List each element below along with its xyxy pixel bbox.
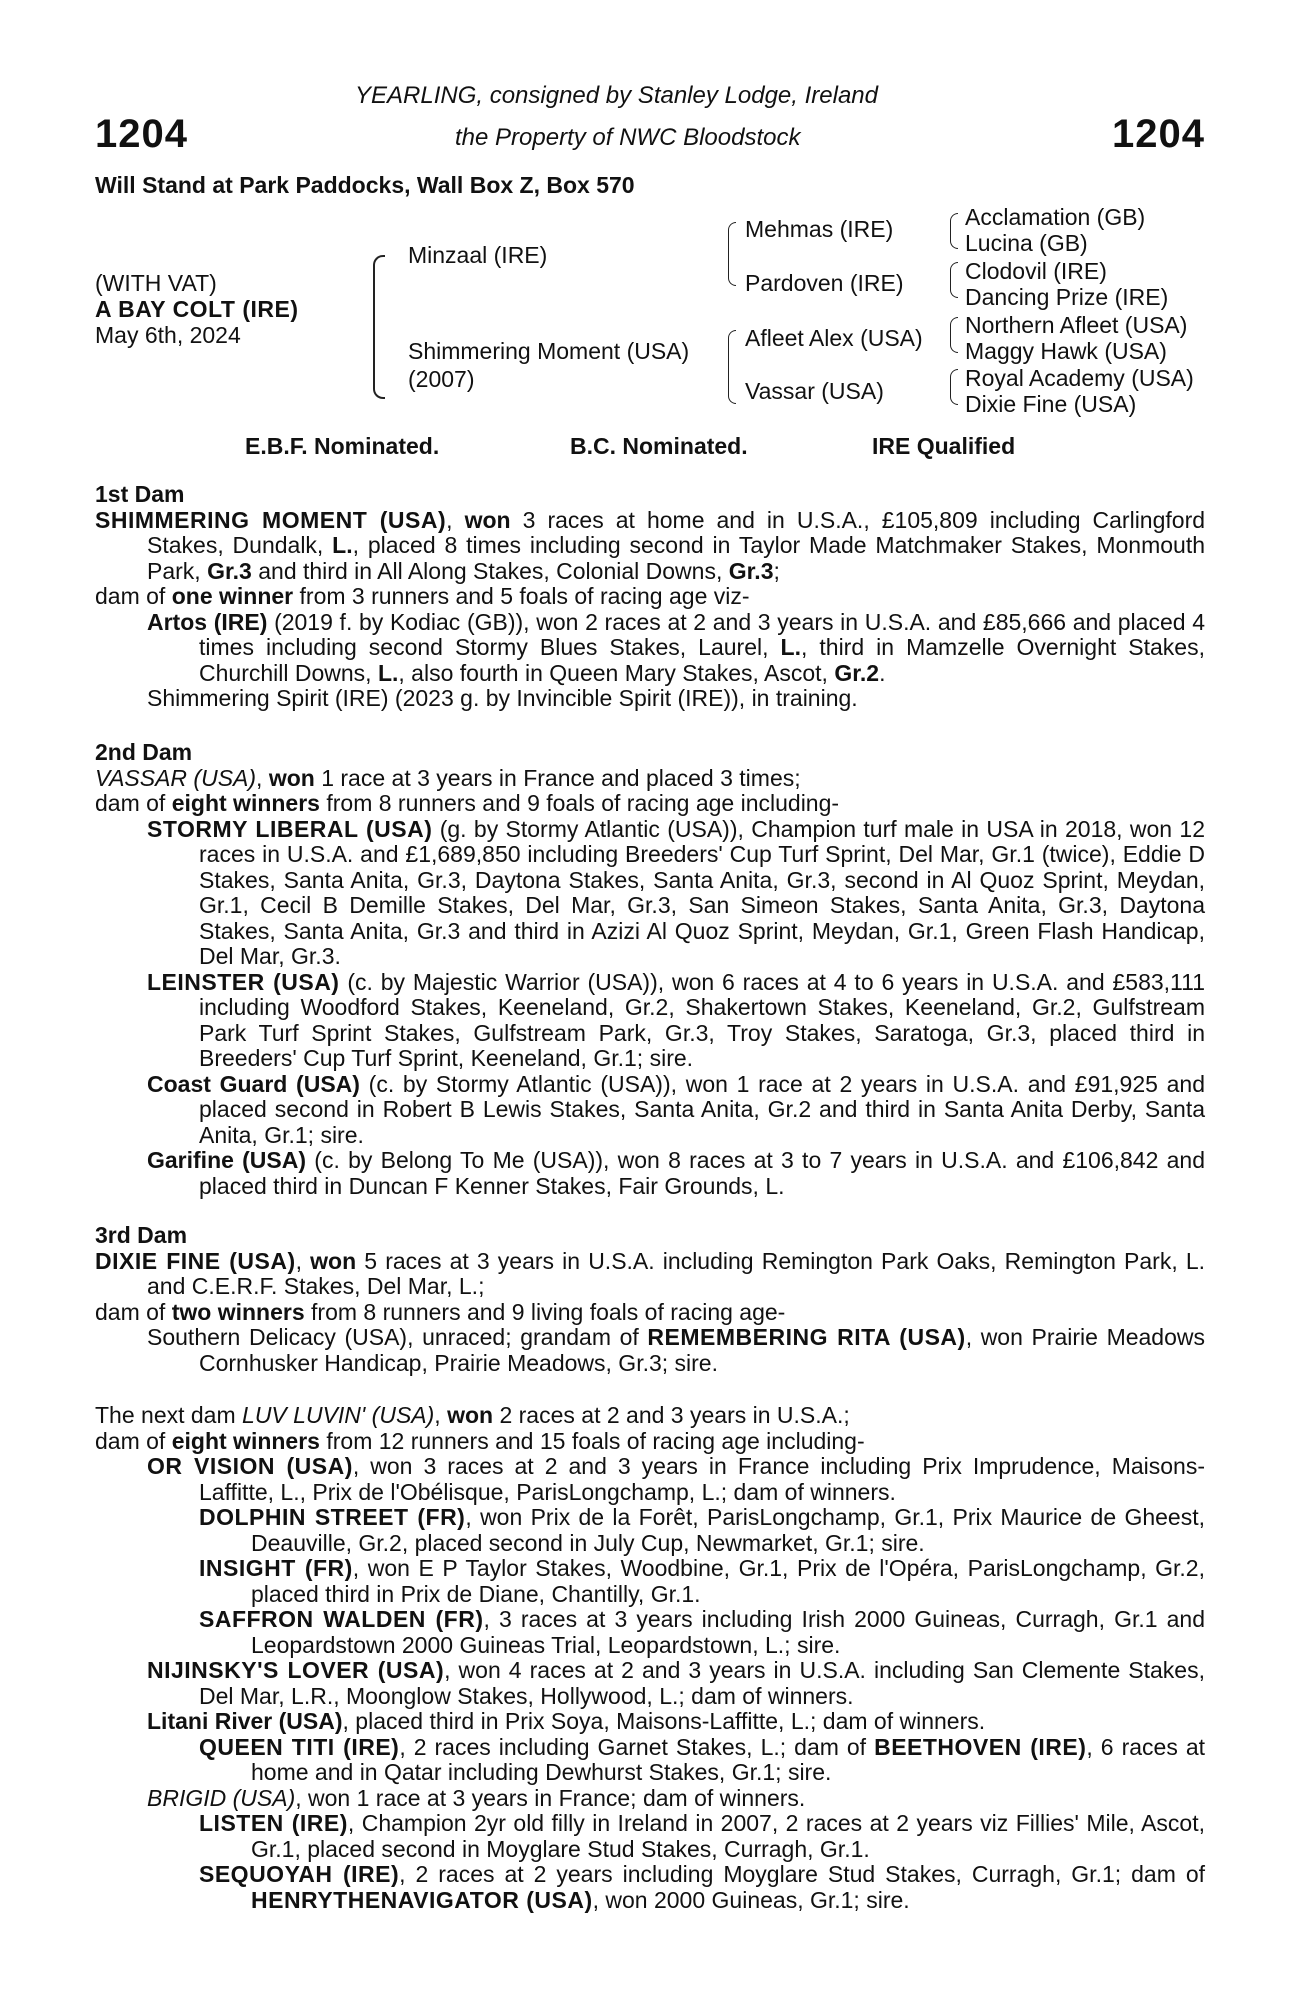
first-dam-l1: L. <box>332 532 353 558</box>
listen-name: LISTEN (IRE) <box>199 1810 348 1836</box>
first-dam-heading: 1st Dam <box>95 481 185 507</box>
ddd: Dixie Fine (USA) <box>965 391 1137 417</box>
won-label: won <box>447 1402 494 1428</box>
won-label: won <box>310 1247 357 1274</box>
sire-dam: Pardoven (IRE) <box>745 270 904 296</box>
lot-number-left: 1204 <box>95 112 188 156</box>
artos-name: Artos (IRE) <box>147 608 268 635</box>
coast-guard-text: (c. by Stormy Atlantic (USA)), won 1 race at 2 years in U.S.A. and £91,925 and placed second in Robert B Lewis Stakes, Santa Anita, Gr.2 and third in Santa Anita Derby, Santa Anita, Gr.1; sire. <box>199 1070 1206 1148</box>
listen-text: , Champion 2yr old filly in Ireland in 2007, 2 races at 2 years viz Fillies' Mile, Ascot, Gr.1, placed second in Moyglare Stud Stakes, Curragh, Gr.1. <box>251 1810 1205 1862</box>
ebf-nomination: E.B.F. Nominated. <box>245 433 440 459</box>
pedigree-brace-main <box>373 255 385 399</box>
dam-of-label: dam of <box>95 790 166 816</box>
won-label: won <box>464 506 511 533</box>
third-dam-section <box>95 1223 1205 1376</box>
next-dam-winners: eight winners <box>171 1427 320 1454</box>
litani-river-name: Litani River (USA) <box>147 1708 343 1734</box>
second-dam-record: VASSAR (USA), won 1 race at 3 years in France and placed 3 times; <box>95 764 801 791</box>
first-dam-name: SHIMMERING MOMENT (USA) <box>95 506 447 533</box>
dam-year: (2007) <box>408 366 475 392</box>
won-label: won <box>268 764 315 791</box>
litani-river-text: , placed third in Prix Soya, Maisons-Laffitte, L.; dam of winners. <box>342 1708 986 1734</box>
sequoyah-entry <box>95 1862 1205 1913</box>
third-dam-tail: from 8 runners and 9 living foals of racing age- <box>311 1298 786 1325</box>
brace-sire <box>728 222 736 286</box>
dam-name: Shimmering Moment (USA) <box>408 338 690 364</box>
second-dam-name: VASSAR (USA) <box>95 764 257 791</box>
sequoyah-text: , 2 races at 2 years including Moyglare Stud Stakes, Curragh, Gr.1; dam of <box>399 1861 1205 1887</box>
third-dam-text: 5 races at 3 years in U.S.A. including Remington Park Oaks, Remington Park, L. and C.E.R.F. Stakes, Del Mar, L.; <box>147 1247 1206 1299</box>
remembering-rita-name: REMEMBERING RITA (USA) <box>647 1324 966 1350</box>
artos-text-b: , third in Mamzelle Overnight Stakes, Churchill Downs, <box>199 634 1205 686</box>
southern-delicacy-entry <box>95 1325 1205 1376</box>
dam-of-label: dam of <box>95 1427 166 1454</box>
brace-ss <box>950 213 958 249</box>
brace-sd <box>950 262 958 298</box>
first-dam-record: SHIMMERING MOMENT (USA), won 3 races at home and in U.S.A., £105,809 including Carlingford Stakes, Dundalk, L., placed 8 times including second in Taylor Made Matchmaker Stakes, Monmouth Park, Gr.3 and third in All Along Stakes, Colonial Downs, Gr.3; <box>95 506 1206 584</box>
first-dam-text2: , placed 8 times including second in Taylor Made Matchmaker Stakes, Monmouth Park, <box>147 532 1205 584</box>
garifine-text: (c. by Belong To Me (USA)), won 8 races at 3 to 7 years in U.S.A. and £106,842 and placed third in Duncan F Kenner Stakes, Fair Grounds, L. <box>199 1147 1205 1199</box>
second-dam-section <box>95 740 1205 1199</box>
next-dam-produce <box>95 1429 1205 1455</box>
stormy-liberal-name: STORMY LIBERAL (USA) <box>147 815 433 842</box>
insight-name: INSIGHT (FR) <box>199 1555 353 1581</box>
dolphin-street-name: DOLPHIN STREET (FR) <box>199 1504 466 1530</box>
leinster-text: (c. by Majestic Warrior (USA)), won 6 races at 4 to 6 years in U.S.A. and £583,111 including Woodford Stakes, Keeneland, Gr.2, Shakertown Stakes, Keeneland, Gr.2, Gulfstream Park Turf Sprint Stakes, Gulfstream Park, Gr.3, Troy Stakes, Saratoga, Gr.3, placed third in Breeders' Cup Turf Sprint, Keeneland, Gr.1; sire. <box>199 968 1206 1071</box>
sire-sire: Mehmas (IRE) <box>745 216 894 242</box>
next-dam-record: The next dam LUV LUVIN' (USA), won 2 races at 2 and 3 years in U.S.A.; <box>95 1402 850 1428</box>
consignor-line: YEARLING, consigned by Stanley Lodge, Ireland <box>355 82 878 109</box>
artos-l: L. <box>780 634 801 660</box>
first-dam-g1: Gr.3 <box>207 557 252 584</box>
nijinskys-lover-name: NIJINSKY'S LOVER (USA) <box>147 1657 445 1683</box>
first-dam-text3: and third in All Along Stakes, Colonial Downs, <box>258 557 723 584</box>
dam-dam: Vassar (USA) <box>745 378 884 404</box>
coast-guard-entry <box>95 1072 1205 1149</box>
leinster-entry <box>95 970 1205 1072</box>
ssd: Lucina (GB) <box>965 230 1088 256</box>
second-dam-winners: eight winners <box>171 790 320 816</box>
third-dam-heading: 3rd Dam <box>95 1222 188 1248</box>
brigid-text: , won 1 race at 3 years in France; dam of winners. <box>295 1784 806 1811</box>
sss: Acclamation (GB) <box>965 204 1146 230</box>
dam-of-label: dam of <box>95 1298 166 1325</box>
stormy-liberal-entry <box>95 817 1205 970</box>
stall-location: Will Stand at Park Paddocks, Wall Box Z, Box 570 <box>95 172 635 198</box>
sequoyah-name: SEQUOYAH (IRE) <box>199 1861 400 1887</box>
lot-number-right: 1204 <box>1112 112 1205 156</box>
brace-dd <box>950 369 958 405</box>
artos-text-d: . <box>879 659 886 686</box>
dolphin-street-entry <box>95 1505 1205 1556</box>
or-vision-text: , won 3 races at 2 and 3 years in France including Prix Imprudence, Maisons-Laffitte, L., Prix de l'Obélisque, ParisLongchamp, L.; dam of winners. <box>199 1453 1205 1505</box>
first-dam-produce <box>95 584 1205 610</box>
second-dam-produce <box>95 791 1205 817</box>
listen-entry <box>95 1811 1205 1862</box>
dsd: Maggy Hawk (USA) <box>965 338 1167 364</box>
brigid-entry <box>95 1786 1205 1812</box>
southern-text-a: Southern Delicacy (USA), unraced; grandam of <box>147 1324 639 1350</box>
dam-sire: Afleet Alex (USA) <box>745 325 923 351</box>
foaling-date: May 6th, 2024 <box>95 322 241 348</box>
property-line: the Property of NWC Bloodstock <box>455 124 801 151</box>
next-dam-tail: from 12 runners and 15 foals of racing age including- <box>326 1427 865 1454</box>
next-dam-section <box>95 1403 1205 1913</box>
first-dam-text4: ; <box>773 557 780 584</box>
queen-titi-name: QUEEN TITI (IRE) <box>199 1733 400 1760</box>
saffron-walden-entry <box>95 1607 1205 1658</box>
second-dam-heading: 2nd Dam <box>95 739 193 765</box>
garifine-entry <box>95 1148 1205 1199</box>
artos-l2: L. <box>377 659 399 686</box>
third-dam-produce <box>95 1300 1205 1326</box>
next-dam-name: LUV LUVIN' (USA) <box>242 1402 435 1428</box>
dss: Northern Afleet (USA) <box>965 312 1188 338</box>
beethoven-text: , 6 races at home and in Qatar including Dewhurst Stakes, Gr.1; sire. <box>251 1733 1205 1785</box>
next-dam-text: 2 races at 2 and 3 years in U.S.A.; <box>499 1402 850 1428</box>
dam-of-label: dam of <box>95 583 166 609</box>
first-dam-tail: from 3 runners and 5 foals of racing age viz- <box>299 583 750 609</box>
sire-name: Minzaal (IRE) <box>408 242 548 268</box>
saffron-walden-text: , 3 races at 3 years including Irish 2000 Guineas, Curragh, Gr.1 and Leopardstown 2000 Guineas Trial, Leopardstown, L.; sire. <box>251 1606 1205 1658</box>
first-dam-section <box>95 482 1205 712</box>
bc-nomination: B.C. Nominated. <box>570 433 748 459</box>
queen-titi-entry <box>95 1735 1205 1786</box>
horse-name: A BAY COLT (IRE) <box>95 296 299 322</box>
southern-text-b: , won Prairie Meadows Cornhusker Handicap, Prairie Meadows, Gr.3; sire. <box>199 1324 1206 1376</box>
artos-text-c: , also fourth in Queen Mary Stakes, Ascot, <box>398 659 828 686</box>
litani-river-entry <box>95 1709 1205 1735</box>
garifine-name: Garifine (USA) <box>147 1147 307 1173</box>
or-vision-entry <box>95 1454 1205 1505</box>
leinster-name: LEINSTER (USA) <box>147 968 340 995</box>
third-dam-record: DIXIE FINE (USA), won 5 races at 3 years in U.S.A. including Remington Park Oaks, Remington Park, L. and C.E.R.F. Stakes, Del Mar, L.; <box>95 1247 1206 1299</box>
brace-dam <box>728 330 736 404</box>
artos-g: Gr.2 <box>834 659 880 686</box>
first-dam-winners: one winner <box>171 583 294 609</box>
dolphin-street-text: , won Prix de la Forêt, ParisLongchamp, Gr.1, Prix Maurice de Gheest, Deauville, Gr.2, placed second in July Cup, Newmarket, Gr.1; sire. <box>251 1504 1205 1556</box>
third-dam-name: DIXIE FINE (USA) <box>95 1247 296 1274</box>
brigid-name: BRIGID (USA) <box>147 1784 296 1811</box>
third-dam-winners: two winners <box>171 1298 305 1325</box>
queen-titi-text: , 2 races including Garnet Stakes, L.; dam of <box>399 1733 867 1760</box>
artos-text-a: (2019 f. by Kodiac (GB)), won 2 races at 2 and 3 years in U.S.A. and £85,666 and placed 4 times including second Stormy Blues Stakes, Laurel, <box>199 608 1205 660</box>
ire-qualified: IRE Qualified <box>872 433 1016 459</box>
insight-text: , won E P Taylor Stakes, Woodbine, Gr.1, Prix de l'Opéra, ParisLongchamp, Gr.2, placed third in Prix de Diane, Chantilly, Gr.1. <box>251 1555 1205 1607</box>
next-dam-intro: The next dam <box>95 1402 236 1428</box>
sds: Clodovil (IRE) <box>965 258 1107 284</box>
saffron-walden-name: SAFFRON WALDEN (FR) <box>199 1606 484 1632</box>
second-dam-text: 1 race at 3 years in France and placed 3 times; <box>321 764 801 791</box>
brace-ds <box>950 317 958 353</box>
dds: Royal Academy (USA) <box>965 365 1194 391</box>
vat-note: (WITH VAT) <box>95 270 217 296</box>
artos-entry <box>95 610 1205 687</box>
insight-entry <box>95 1556 1205 1607</box>
nijinskys-lover-entry <box>95 1658 1205 1709</box>
second-dam-tail: from 8 runners and 9 foals of racing age including- <box>326 790 840 816</box>
beethoven-name: BEETHOVEN (IRE) <box>874 1733 1087 1760</box>
coast-guard-name: Coast Guard (USA) <box>147 1070 360 1097</box>
first-dam-g2: Gr.3 <box>728 557 774 584</box>
henrythenavigator-name: HENRYTHENAVIGATOR (USA) <box>251 1886 593 1913</box>
stormy-liberal-text: (g. by Stormy Atlantic (USA)), Champion turf male in USA in 2018, won 12 races in U.S.A. and £1,689,850 including Breeders' Cup Turf Sprint, Del Mar, Gr.1 (twice), Eddie D Stakes, Santa Anita, Gr.3, Daytona Stakes, Santa Anita, Gr.3, second in Al Quoz Sprint, Meydan, Gr.1, Cecil B Demille Stakes, Del Mar, Gr.3, San Simeon Stakes, Santa Anita, Gr.3, Daytona Stakes, Santa Anita, Gr.3 and third in Azizi Al Quoz Sprint, Meydan, Gr.1, Green Flash Handicap, Del Mar, Gr.3. <box>199 815 1206 969</box>
henrythenavigator-text: , won 2000 Guineas, Gr.1; sire. <box>592 1886 910 1913</box>
sdd: Dancing Prize (IRE) <box>965 284 1169 310</box>
nijinskys-lover-text: , won 4 races at 2 and 3 years in U.S.A. including San Clemente Stakes, Del Mar, L.R., Moonglow Stakes, Hollywood, L.; dam of winners. <box>199 1657 1205 1709</box>
or-vision-name: OR VISION (USA) <box>147 1453 353 1479</box>
shimmering-spirit-entry: Shimmering Spirit (IRE) (2023 g. by Invincible Spirit (IRE)), in training. <box>147 685 858 711</box>
first-dam-text1: 3 races at home and in U.S.A., £105,809 including Carlingford Stakes, Dundalk, <box>147 506 1206 558</box>
